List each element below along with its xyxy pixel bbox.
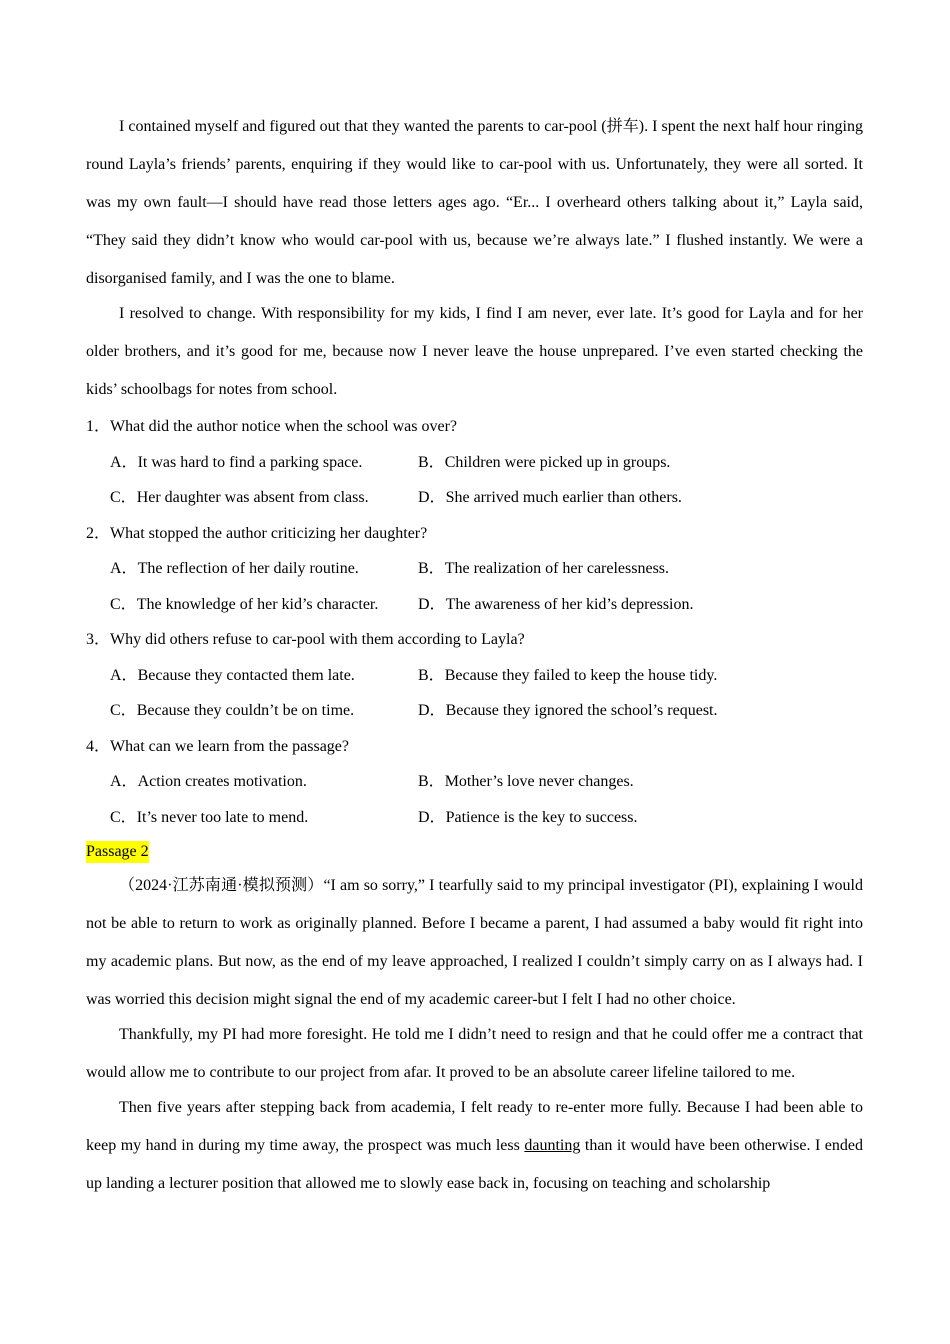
option-c[interactable]: [110, 480, 418, 516]
option-row: [86, 693, 863, 729]
option-text: It was hard to find a parking space.: [137, 453, 363, 471]
option-text: Because they couldn’t be on time.: [136, 702, 355, 719]
paragraph-text-before: Then five years after stepping back from academia, I felt ready to re-enter more fully. Because I had been able to keep my hand in during my time away, the prospect was much less: [86, 1099, 863, 1154]
option-b[interactable]: [418, 658, 863, 694]
passage2-paragraph-1-text: “I am so sorry,” I tearfully said to my principal investigator (PI), explaining I would not be able to return to work as originally planned. Before I became a parent, I had assumed a baby would fit right into my academic plans. But now, as the end of my leave approached, I realized I couldn’t simply carry on as I always had. I was worried this decision might signal the end of my academic career-but I felt I had no other choice.: [86, 877, 863, 1008]
question-stem: [86, 729, 863, 765]
question-text: What did the author notice when the school was over?: [110, 418, 458, 435]
option-c[interactable]: [110, 693, 418, 729]
option-row: [86, 587, 863, 623]
option-a[interactable]: [110, 764, 418, 800]
option-a[interactable]: [110, 658, 418, 694]
question-block: [86, 622, 863, 729]
option-c[interactable]: [110, 587, 418, 623]
question-block: [86, 516, 863, 623]
option-letter: C．: [110, 808, 137, 826]
option-text: The knowledge of her kid’s character.: [136, 595, 379, 613]
question-number: 1．: [86, 418, 111, 435]
option-text: Patience is the key to success.: [445, 808, 638, 826]
option-row: [86, 764, 863, 800]
passage2-paragraph-3: [86, 1089, 863, 1203]
option-text: Children were picked up in groups.: [444, 453, 671, 471]
paragraph-text-after: than it would have been otherwise. I ended up landing a lecturer position that allowed me to slowly ease back in, focusing on teaching and scholarship: [86, 1137, 864, 1192]
option-text: Because they ignored the school’s request.: [445, 702, 718, 719]
option-text: It’s never too late to mend.: [136, 808, 309, 826]
question-number: 4．: [86, 737, 111, 755]
option-row: [86, 445, 863, 481]
option-b[interactable]: [418, 764, 863, 800]
option-text: The awareness of her kid’s depression.: [445, 595, 694, 613]
option-letter: B．: [418, 666, 445, 684]
option-row: [86, 800, 863, 836]
option-row: [86, 480, 863, 516]
option-row: [86, 658, 863, 694]
option-b[interactable]: [418, 445, 863, 481]
option-b[interactable]: [418, 551, 863, 587]
question-block: [86, 729, 863, 836]
option-text: She arrived much earlier than others.: [445, 489, 682, 506]
question-block: [86, 409, 863, 516]
passage2-label-row: [86, 835, 863, 867]
option-letter: C．: [110, 702, 137, 719]
passage2-paragraph-1: [86, 867, 863, 1019]
option-letter: C．: [110, 595, 137, 613]
option-letter: A．: [110, 773, 138, 790]
question-stem: [86, 622, 863, 658]
option-row: [86, 551, 863, 587]
option-a[interactable]: [110, 551, 418, 587]
document-page: [86, 108, 863, 1203]
option-text: The reflection of her daily routine.: [137, 560, 359, 577]
option-d[interactable]: [418, 480, 863, 516]
option-text: Mother’s love never changes.: [444, 773, 634, 790]
option-letter: B．: [418, 773, 445, 790]
option-letter: A．: [110, 666, 138, 684]
underlined-word: daunting: [524, 1137, 581, 1154]
question-stem: [86, 409, 863, 445]
option-c[interactable]: [110, 800, 418, 836]
option-letter: D．: [418, 702, 446, 719]
option-text: The realization of her carelessness.: [444, 560, 670, 577]
option-d[interactable]: [418, 800, 863, 836]
option-letter: B．: [418, 560, 445, 577]
question-text: Why did others refuse to car-pool with them according to Layla?: [110, 631, 525, 648]
question-number: 2．: [86, 524, 111, 542]
option-text: Her daughter was absent from class.: [136, 489, 369, 506]
option-letter: D．: [418, 595, 446, 613]
question-number: 3．: [86, 631, 111, 648]
option-letter: A．: [110, 453, 138, 471]
passage-2-label: Passage 2: [86, 841, 149, 863]
passage-source: （2024·江苏南通·模拟预测）: [119, 877, 324, 894]
option-text: Because they contacted them late.: [137, 666, 355, 684]
option-letter: D．: [418, 489, 446, 506]
passage1-paragraph-1: I contained myself and figured out that they wanted the parents to car-pool (拼车). I spent the next half hour ringing round Layla’s friends’ parents, enquiring if they would like to car-pool with us. Unfortunately, they were all sorted. It was my own fault—I should have read those letters ages ago. “Er... I overheard others talking about it,” Layla said, “They said they didn’t know who would car-pool with us, because we’re always late.” I flushed instantly. We were a disorganised family, and I was the one to blame.: [86, 118, 863, 287]
passage1-paragraph-2: I resolved to change. With responsibility for my kids, I find I am never, ever late. It’s good for Layla and for her older brothers, and it’s good for me, because now I never leave the house unprepared. I’ve even started checking the kids’ schoolbags for notes from school.: [86, 305, 863, 398]
option-a[interactable]: [110, 445, 418, 481]
question-stem: [86, 516, 863, 552]
option-letter: A．: [110, 560, 138, 577]
option-letter: D．: [418, 808, 446, 826]
option-letter: C．: [110, 489, 137, 506]
question-text: What can we learn from the passage?: [110, 737, 350, 755]
question-text: What stopped the author criticizing her daughter?: [110, 524, 428, 542]
option-text: Action creates motivation.: [137, 773, 307, 790]
option-letter: B．: [418, 453, 445, 471]
option-text: Because they failed to keep the house tidy.: [444, 666, 718, 684]
passage2-paragraph-2: Thankfully, my PI had more foresight. He told me I didn’t need to resign and that he could offer me a contract that would allow me to contribute to our project from afar. It proved to be an absolute career lifeline tailored to me.: [86, 1026, 863, 1081]
option-d[interactable]: [418, 587, 863, 623]
option-d[interactable]: [418, 693, 863, 729]
